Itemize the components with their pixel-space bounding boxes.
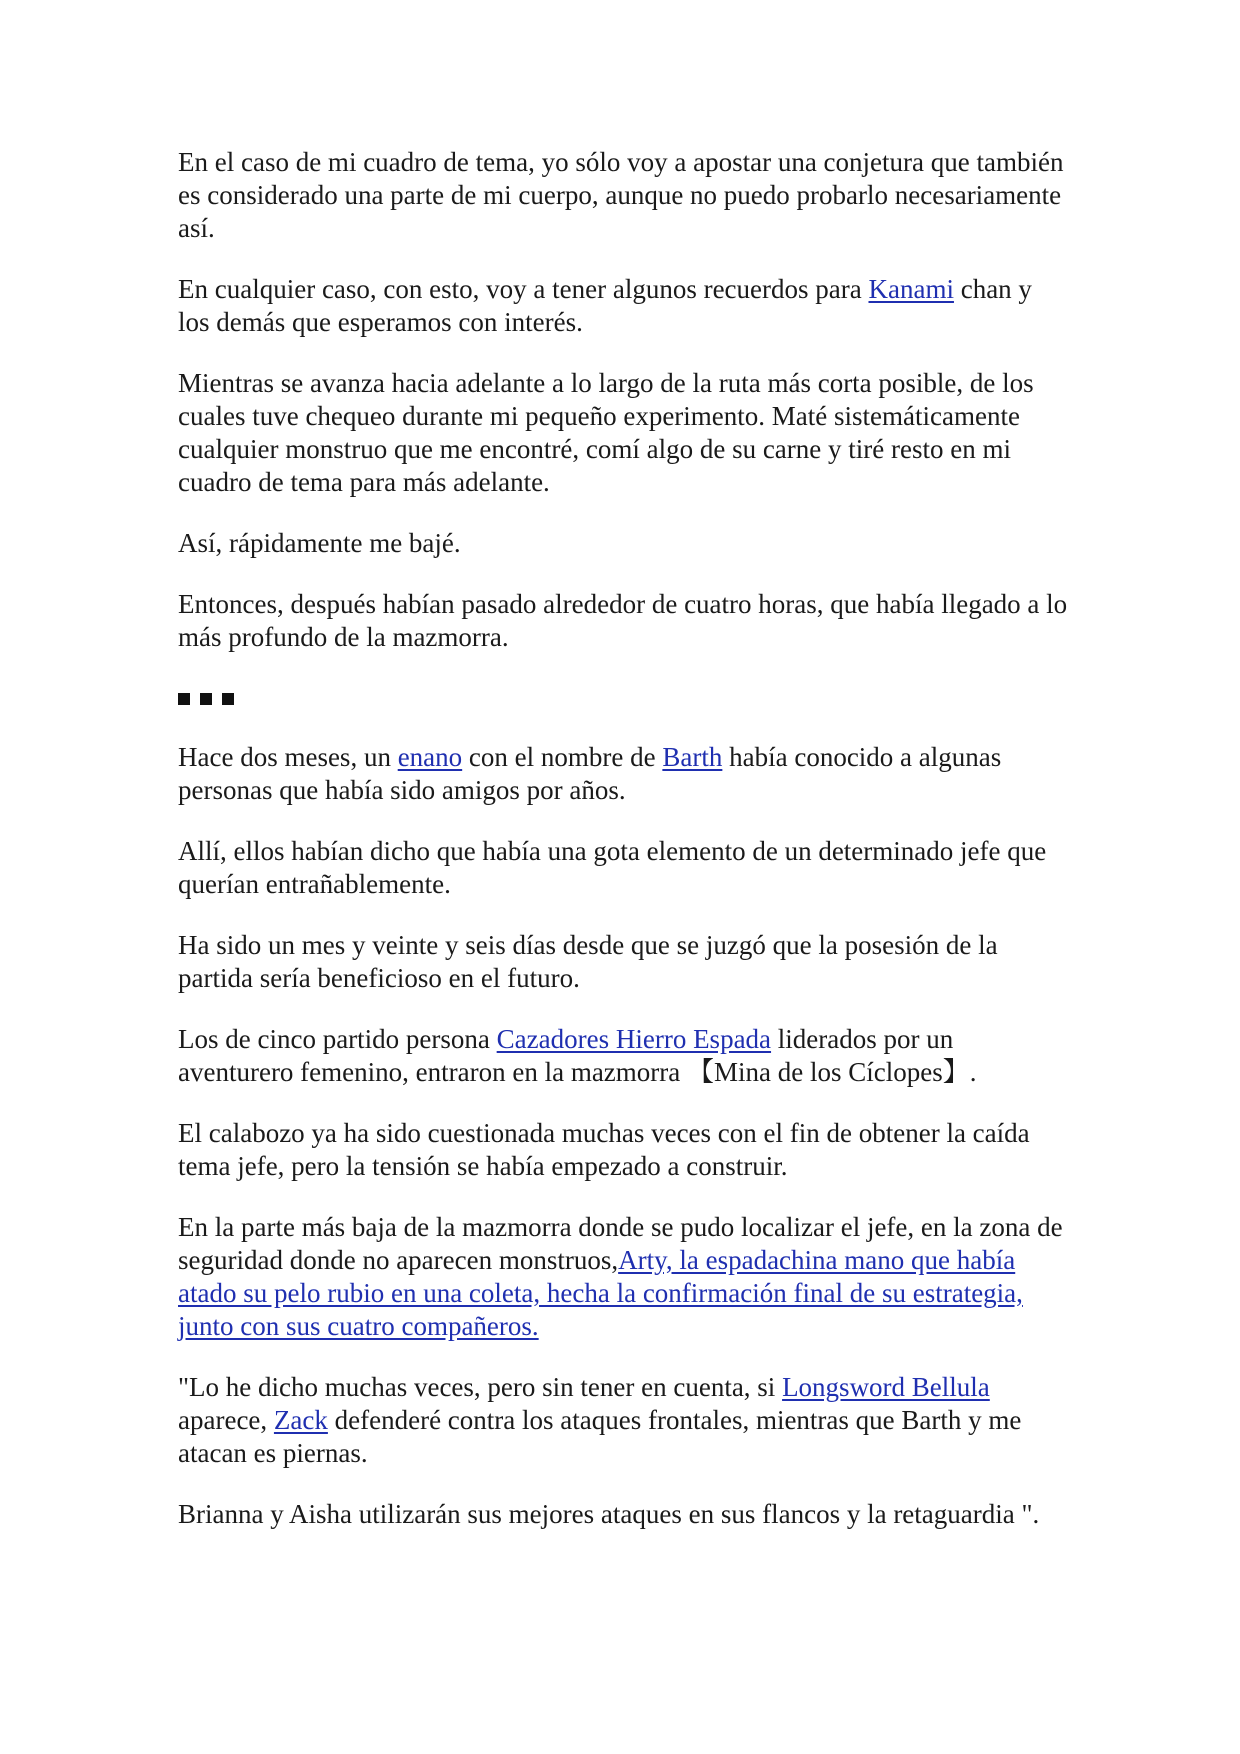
- link-enano[interactable]: enano: [397, 742, 463, 772]
- paragraph-text: defenderé contra los ataques frontales, mientras que Barth y me atacan es piernas.: [178, 1405, 1022, 1468]
- link-kanami[interactable]: Kanami: [868, 274, 954, 304]
- paragraph-5: [178, 588, 1068, 654]
- paragraph-text: con el nombre de: [462, 742, 663, 772]
- paragraph-text: Mientras se avanza hacia adelante a lo largo de la ruta más corta posible, de los cuales tuve chequeo durante mi pequeño experimento. Maté sistemáticamente cualquier monstruo que me encontré, comí algo de su carne y tiré resto en mi cuadro de tema para más adelante.: [178, 368, 1034, 497]
- paragraph-3: [178, 367, 1068, 499]
- document-page: [178, 146, 1068, 1559]
- paragraph-text: chan y los demás que esperamos con interés.: [178, 274, 1032, 337]
- link-arty[interactable]: Arty, la espadachina mano que había atado su pelo rubio en una coleta, hecha la confirmación final de su estrategia, junto con sus cuatro compañeros.: [178, 1245, 1023, 1341]
- paragraph-text: Hace dos meses, un: [178, 742, 398, 772]
- paragraph-text: liderados por un aventurero femenino, entraron en la mazmorra 【Mina de los Cíclopes】.: [178, 1024, 977, 1087]
- paragraph-text: Los de cinco partido persona: [178, 1024, 497, 1054]
- paragraph-text: Así, rápidamente me bajé.: [178, 528, 461, 558]
- paragraph-text: Entonces, después habían pasado alrededor de cuatro horas, que había llegado a lo más profundo de la mazmorra.: [178, 589, 1068, 652]
- paragraph-7: [178, 835, 1068, 901]
- black-square-icon: [200, 693, 212, 705]
- paragraph-text: aparece,: [178, 1405, 274, 1435]
- link-zack[interactable]: Zack: [273, 1405, 328, 1435]
- paragraph-text: Allí, ellos habían dicho que había una gota elemento de un determinado jefe que querían entrañablemente.: [178, 836, 1047, 899]
- paragraph-text: En la parte más baja de la mazmorra donde se pudo localizar el jefe, en la zona de seguridad donde no aparecen monstruos,: [178, 1212, 1063, 1275]
- paragraph-text: En el caso de mi cuadro de tema, yo sólo voy a apostar una conjetura que también es considerado una parte de mi cuerpo, aunque no puedo probarlo necesariamente así.: [178, 147, 1064, 243]
- paragraph-text: "Lo he dicho muchas veces, pero sin tener en cuenta, si: [178, 1372, 783, 1402]
- paragraph-8: [178, 929, 1068, 995]
- paragraph-13: [178, 1498, 1068, 1531]
- paragraph-text: El calabozo ya ha sido cuestionada muchas veces con el fin de obtener la caída tema jefe, pero la tensión se había empezado a construir.: [178, 1118, 1030, 1181]
- paragraph-9: [178, 1023, 1068, 1089]
- paragraph-text: había conocido a algunas personas que había sido amigos por años.: [178, 742, 1002, 805]
- link-barth[interactable]: Barth: [662, 742, 723, 772]
- link-cazadores-hierro-espada[interactable]: Cazadores Hierro Espada: [496, 1024, 772, 1054]
- paragraph-text: En cualquier caso, con esto, voy a tener algunos recuerdos para: [178, 274, 869, 304]
- paragraph-text: Ha sido un mes y veinte y seis días desde que se juzgó que la posesión de la partida sería beneficioso en el futuro.: [178, 930, 998, 993]
- section-separator: [178, 682, 1068, 715]
- black-square-icon: [222, 693, 234, 705]
- paragraph-2: [178, 273, 1068, 339]
- paragraph-10: [178, 1117, 1068, 1183]
- paragraph-4: [178, 527, 1068, 560]
- paragraph-12: [178, 1371, 1068, 1470]
- paragraph-1: [178, 146, 1068, 245]
- paragraph-text: Brianna y Aisha utilizarán sus mejores ataques en sus flancos y la retaguardia ".: [178, 1499, 1040, 1529]
- link-longsword-bellula[interactable]: Longsword Bellula: [782, 1372, 990, 1402]
- paragraph-11: [178, 1211, 1068, 1343]
- black-square-icon: [178, 693, 190, 705]
- paragraph-6: [178, 741, 1068, 807]
